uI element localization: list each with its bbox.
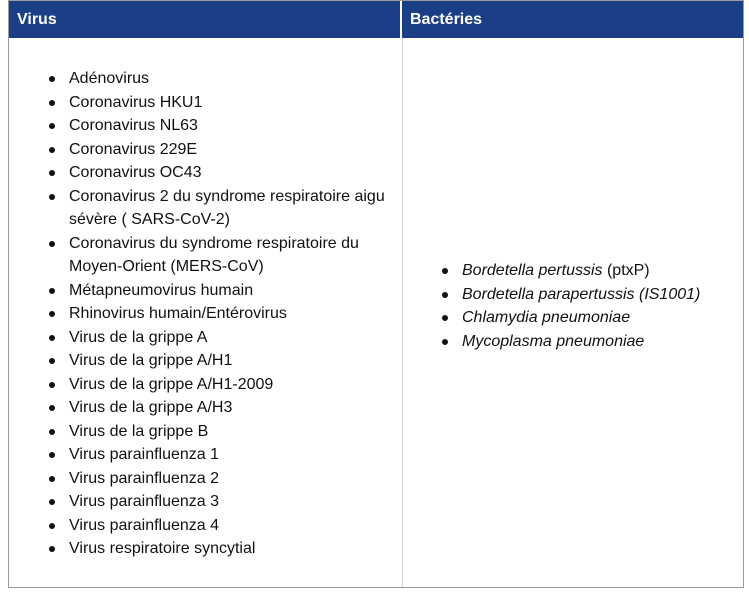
list-item: Virus de la grippe A/H1 [9, 349, 402, 373]
list-item: Coronavirus 2 du syndrome respiratoire aigu sévère ( SARS-CoV-2) [9, 185, 402, 232]
list-item: Virus parainfluenza 1 [9, 443, 402, 467]
list-item [402, 283, 745, 307]
list-item: Virus parainfluenza 4 [9, 514, 402, 538]
bacteria-list [402, 259, 745, 353]
list-item: Virus de la grippe A/H3 [9, 396, 402, 420]
bacteria-target: (ptxP) [602, 262, 650, 279]
pathogen-table [8, 0, 744, 588]
list-item: Virus respiratoire syncytial [9, 537, 402, 561]
list-item: Virus parainfluenza 2 [9, 467, 402, 491]
list-item: Métapneumovirus humain [9, 279, 402, 303]
list-item: Virus de la grippe A/H1-2009 [9, 373, 402, 397]
bacteria-name: Chlamydia pneumoniae [462, 309, 631, 326]
bacteria-name: Mycoplasma pneumoniae [462, 332, 645, 350]
list-item [402, 330, 745, 354]
list-item: Coronavirus NL63 [9, 114, 402, 138]
bacteria-name: Bordetella pertussis [462, 262, 603, 279]
list-item: Adénovirus [9, 67, 402, 91]
virus-list [9, 67, 402, 561]
list-item: Coronavirus du syndrome respiratoire du Moyen-Orient (MERS-CoV) [9, 232, 402, 279]
list-item: Coronavirus OC43 [9, 161, 402, 185]
list-item [402, 259, 745, 283]
header-virus: Virus [9, 1, 402, 38]
bacteria-name: Bordetella parapertussis (IS1001) [462, 285, 701, 303]
list-item: Rhinovirus humain/Entérovirus [9, 302, 402, 326]
table-header-row [9, 1, 743, 38]
list-item: Virus de la grippe B [9, 420, 402, 444]
list-item [402, 306, 745, 330]
list-item: Coronavirus 229E [9, 138, 402, 162]
list-item: Virus de la grippe A [9, 326, 402, 350]
header-bacteria: Bactéries [402, 1, 743, 38]
list-item: Coronavirus HKU1 [9, 91, 402, 115]
list-item: Virus parainfluenza 3 [9, 490, 402, 514]
